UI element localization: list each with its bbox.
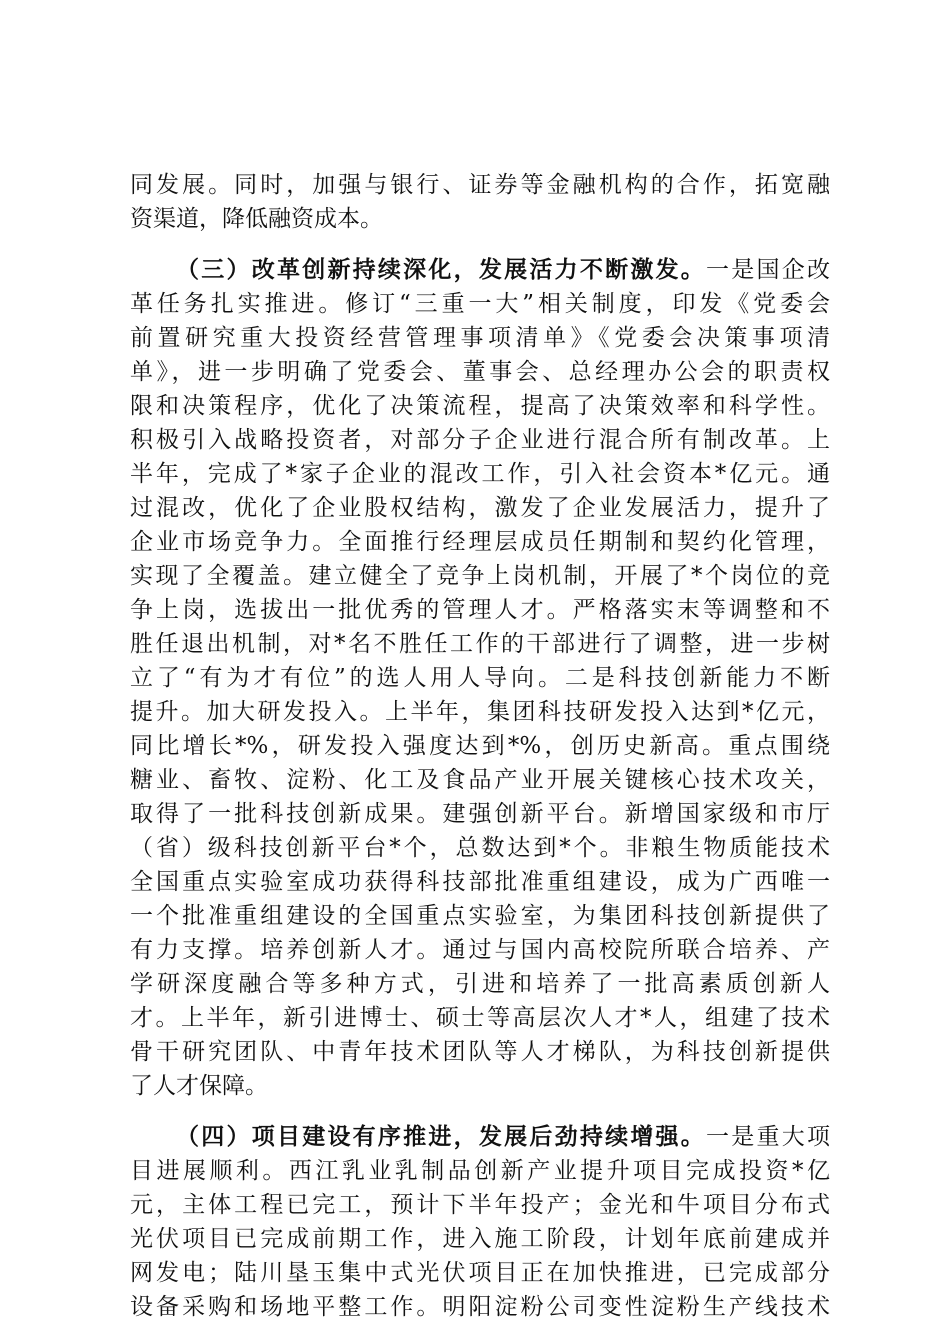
paragraph-2-line: 实现了全覆盖。建立健全了竞争上岗机制，开展了*个岗位的竞 xyxy=(130,563,830,589)
paragraph-2-line: 提升。加大研发投入。上半年，集团科技研发投入达到*亿元， xyxy=(130,699,830,725)
paragraph-3-line: 目进展顺利。西江乳业乳制品创新产业提升项目完成投资*亿 xyxy=(130,1158,830,1184)
paragraph-1-line-2: 资渠道，降低融资成本。 xyxy=(130,206,383,232)
paragraph-2-line: 全国重点实验室成功获得科技部批准重组建设，成为广西唯一 xyxy=(130,869,830,895)
paragraph-2-line: 取得了一批科技创新成果。建强创新平台。新增国家级和市厅 xyxy=(130,801,830,827)
paragraph-2-line: 积极引入战略投资者，对部分子企业进行混合所有制改革。上 xyxy=(130,427,830,453)
paragraph-2-line: 才。上半年，新引进博士、硕士等高层次人才*人，组建了技术 xyxy=(130,1005,830,1031)
paragraph-3-first-line xyxy=(176,1120,830,1154)
paragraph-2-line: 前置研究重大投资经营管理事项清单》《党委会决策事项清 xyxy=(130,325,830,351)
paragraph-2-first-line-rest: 一是国企改 xyxy=(706,257,831,283)
paragraph-2-line: 单》，进一步明确了党委会、董事会、总经理办公会的职责权 xyxy=(130,359,830,385)
paragraph-2-line: 有力支撑。培养创新人才。通过与国内高校院所联合培养、产 xyxy=(130,937,830,963)
paragraph-2-line: 了人才保障。 xyxy=(130,1073,268,1099)
paragraph-2-line: 半年，完成了*家子企业的混改工作，引入社会资本*亿元。通 xyxy=(130,461,830,487)
paragraph-2-line: 学研深度融合等多种方式，引进和培养了一批高素质创新人 xyxy=(130,971,830,997)
paragraph-3-line: 元，主体工程已完工，预计下半年投产；金光和牛项目分布式 xyxy=(130,1192,830,1218)
paragraph-2-line: 争上岗，选拔出一批优秀的管理人才。严格落实末等调整和不 xyxy=(130,597,830,623)
paragraph-3-line: 光伏项目已完成前期工作，进入施工阶段，计划年底前建成并 xyxy=(130,1226,830,1252)
paragraph-1-line-1: 同发展。同时，加强与银行、证券等金融机构的合作，拓宽融 xyxy=(130,172,830,198)
paragraph-2-line: 革任务扎实推进。修订“三重一大”相关制度，印发《党委会 xyxy=(130,291,830,317)
paragraph-2-first-line xyxy=(176,253,830,287)
paragraph-2-line: 企业市场竞争力。全面推行经理层成员任期制和契约化管理， xyxy=(130,529,830,555)
section-heading-3: （三）改革创新持续深化，发展活力不断激发。 xyxy=(176,257,707,283)
paragraph-2-line: 立了“有为才有位”的选人用人导向。二是科技创新能力不断 xyxy=(130,665,830,691)
paragraph-3-line: 网发电；陆川垦玉集中式光伏项目正在加快推进，已完成部分 xyxy=(130,1260,830,1286)
paragraph-2-line: 同比增长*%，研发投入强度达到*%，创历史新高。重点围绕 xyxy=(130,733,830,759)
paragraph-2-line: 糖业、畜牧、淀粉、化工及食品产业开展关键核心技术攻关， xyxy=(130,767,830,793)
paragraph-2-line: 骨干研究团队、中青年技术团队等人才梯队，为科技创新提供 xyxy=(130,1039,830,1065)
paragraph-2-line: 一个批准重组建设的全国重点实验室，为集团科技创新提供了 xyxy=(130,903,830,929)
paragraph-2-line: 胜任退出机制，对*名不胜任工作的干部进行了调整，进一步树 xyxy=(130,631,830,657)
section-heading-4: （四）项目建设有序推进，发展后劲持续增强。 xyxy=(176,1124,707,1150)
paragraph-3-line: 设备采购和场地平整工作。明阳淀粉公司变性淀粉生产线技术 xyxy=(130,1294,830,1320)
paragraph-2-line: （省）级科技创新平台*个，总数达到*个。非粮生物质能技术 xyxy=(130,835,830,861)
paragraph-2-line: 限和决策程序，优化了决策流程，提高了决策效率和科学性。 xyxy=(130,393,830,419)
paragraph-3-first-line-rest: 一是重大项 xyxy=(706,1124,831,1150)
paragraph-2-line: 过混改，优化了企业股权结构，激发了企业发展活力，提升了 xyxy=(130,495,830,521)
